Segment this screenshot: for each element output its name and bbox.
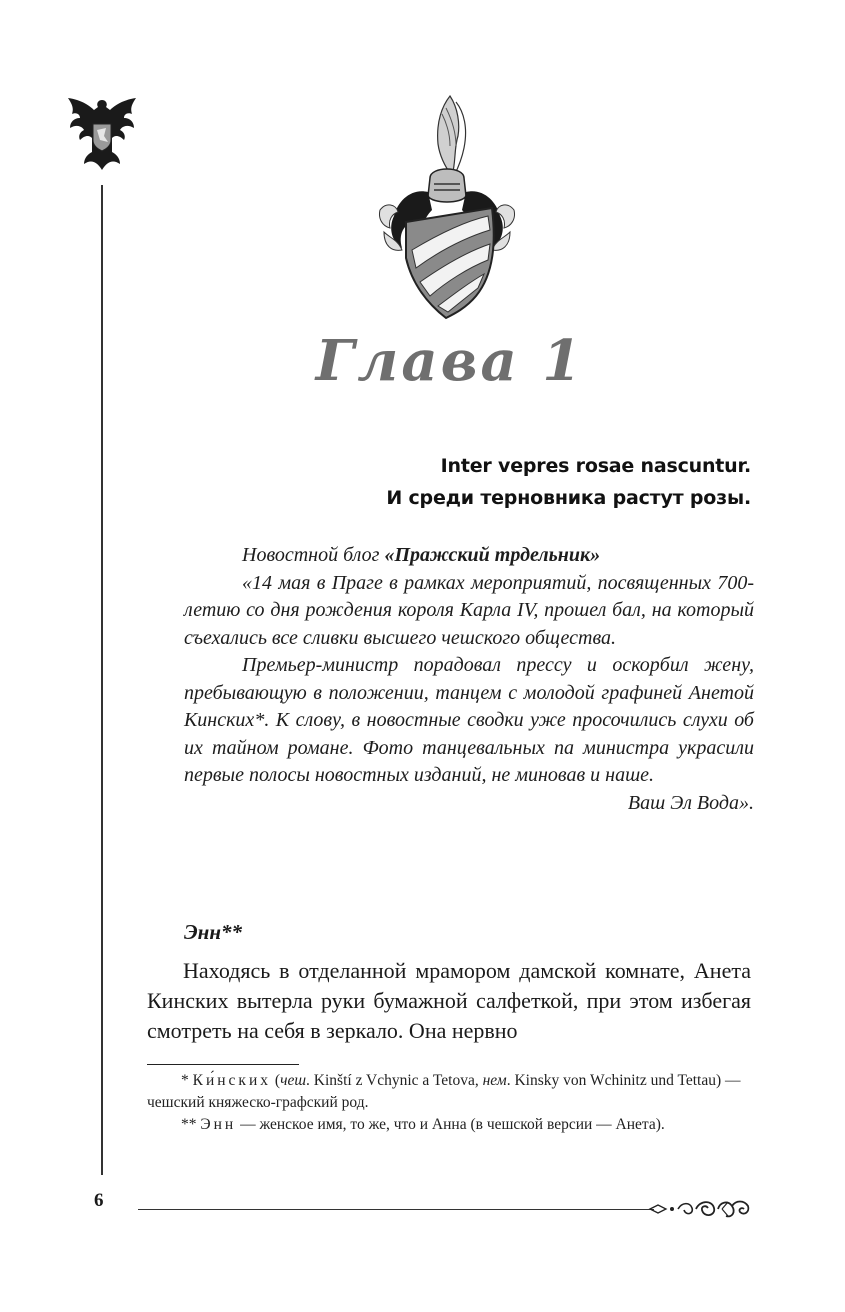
blog-excerpt [184, 542, 754, 817]
footnote-1-mid: . Kinští z Vchynic a Tetova, [306, 1072, 483, 1089]
epigraph-latin: Inter vepres rosae nascuntur. [440, 455, 751, 477]
footnote-1-marker: * [181, 1072, 193, 1089]
coat-of-arms-icon [372, 92, 522, 327]
blog-paragraph: Премьер-министр порадовал прессу и оскорбил жену, пребывающую в положении, танцем с молодой графиней Анетой Кинских*. К слову, в новостные сводки уже просочились слухи об их тайном романе. Фото танцевальных па министра украсили первые полосы новостных изданий, не миновав и наше. [184, 654, 754, 786]
footnote-rule [147, 1064, 299, 1065]
blog-signature: Ваш Эл Вода». [627, 791, 754, 814]
footnote-2-marker: ** [181, 1116, 201, 1133]
footnote-2-rest: — женское имя, то же, что и Анна (в чешской версии — Анета). [236, 1116, 665, 1133]
body-paragraph: Находясь в отделанной мрамором дамской комнате, Анета Кинских вытерла руки бумажной салфеткой, при этом избегая смотреть на себя в зеркало. Она нервно [147, 958, 751, 1043]
blog-paragraph: «14 мая в Праге в рамках мероприятий, посвященных 700-летию со дня рождения короля Карла IV, прошел бал, на который съехались все сливки высшего чешского общества. [184, 571, 754, 649]
blog-intro [184, 542, 754, 570]
footnote-1-lang-czech: чеш [280, 1072, 307, 1089]
footnote-1-open: ( [271, 1072, 281, 1089]
footnote-1-rest: . Kinsky von Wchinitz und Tettau) — чешский княжеско-графский род. [147, 1072, 741, 1111]
footnote-1-lang-german: нем [482, 1072, 507, 1089]
eagle-emblem-icon [62, 92, 142, 174]
ornament-flourish-icon [648, 1196, 752, 1222]
footnote-2-term: Энн [200, 1116, 237, 1133]
chapter-title: Глава 1 [315, 328, 585, 394]
footer-rule [138, 1209, 654, 1210]
page-number: 6 [94, 1190, 104, 1211]
epigraph-russian: И среди терновника растут розы. [386, 487, 751, 509]
footnotes [147, 1070, 751, 1136]
footnote-2 [147, 1114, 751, 1136]
blog-intro-prefix: Новостной блог [242, 544, 385, 566]
blog-name: «Пражский трдельник» [384, 544, 601, 566]
footnote-1-term: Ки́нских [192, 1072, 272, 1089]
footnote-1 [147, 1070, 751, 1114]
body-text [147, 956, 751, 1046]
section-heading: Энн** [184, 920, 242, 944]
left-margin-rule [101, 185, 103, 1175]
